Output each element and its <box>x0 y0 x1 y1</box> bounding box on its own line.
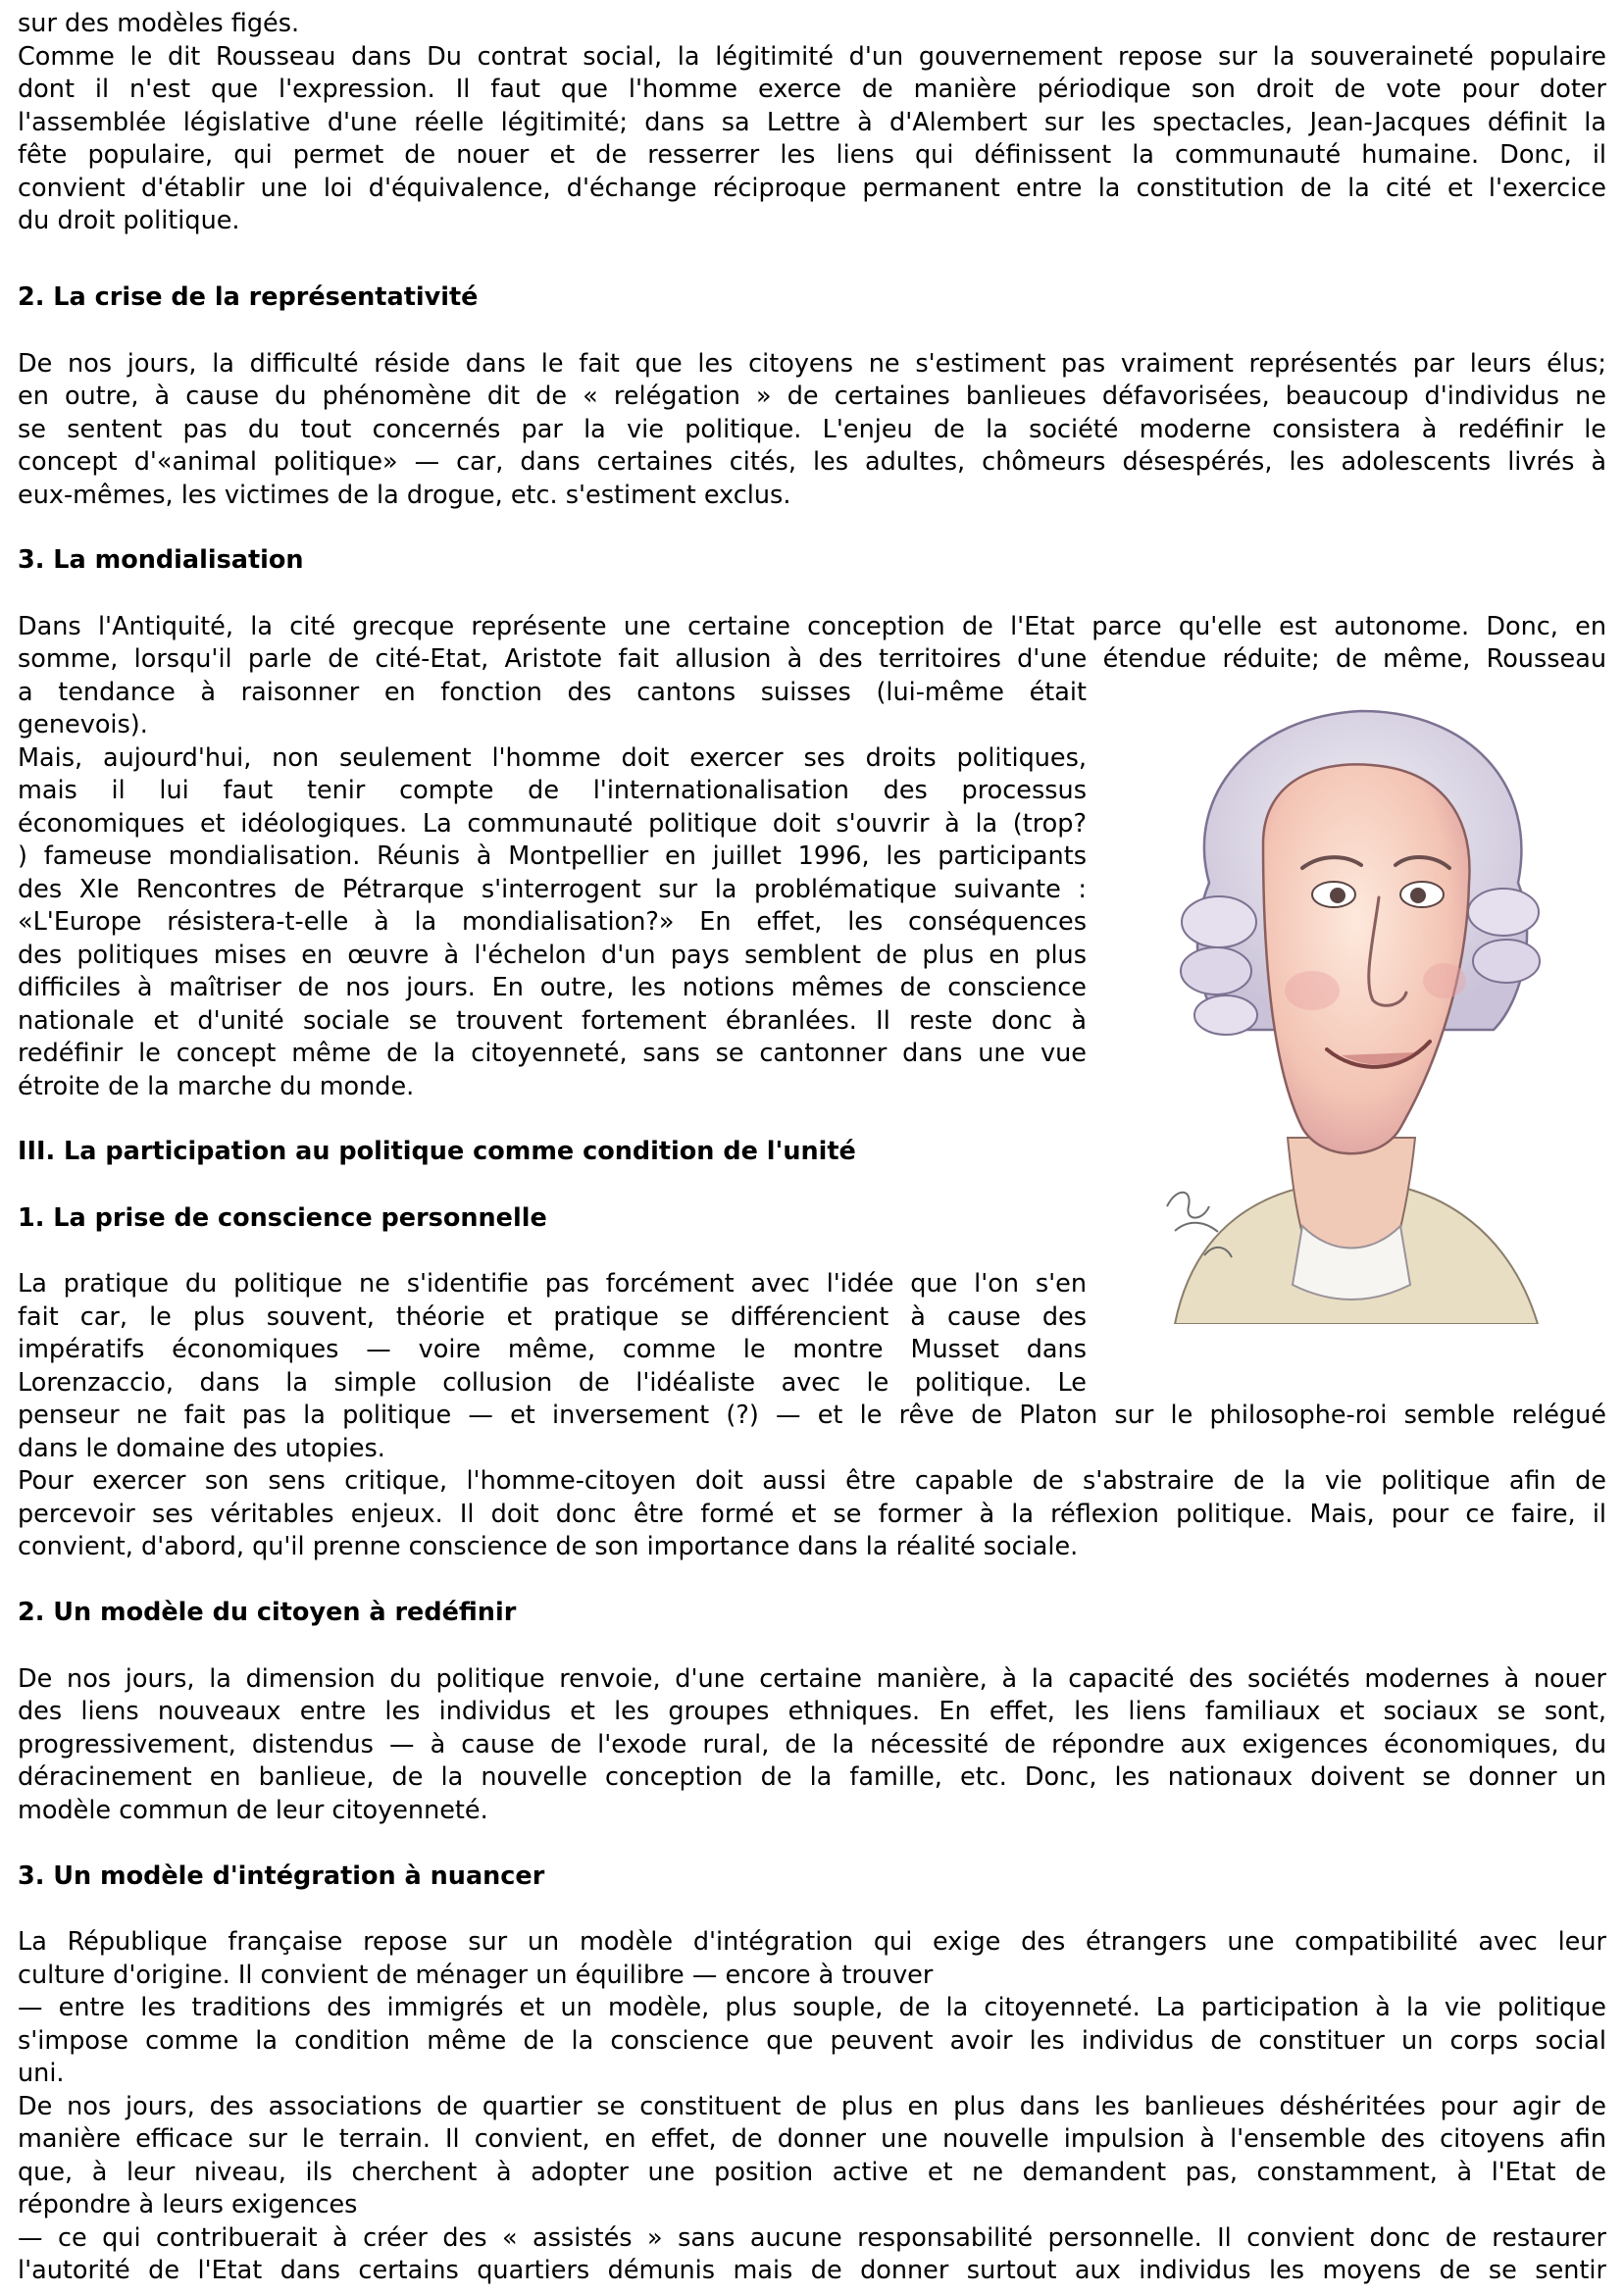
wig-curl-right-2 <box>1473 940 1540 983</box>
intro-line-7: du droit politique. <box>18 206 240 235</box>
section-heading-integration: 3. Un modèle d'intégration à nuancer <box>18 1861 545 1891</box>
mondialisation-line-14: redéfinir le concept même de la citoyenneté, sans se cantonner dans une vue <box>18 1039 1087 1068</box>
modele-citoyen-line-1: De nos jours, la dimension du politique renvoie, d'une certaine manière, à la capacité des sociétés modernes à nouer <box>18 1664 1606 1694</box>
intro-line-1: sur des modèles figés. <box>18 9 300 38</box>
prise-conscience-line-8: percevoir ses véritables enjeux. Il doit donc être formé et se former à la réflexion politique. Mais, pour ce faire, il <box>18 1500 1606 1529</box>
crise-line-2: en outre, à cause du phénomène dit de « relégation » de certaines banlieues défavorisées, beaucoup d'individus ne <box>18 382 1606 411</box>
wig-curl-left-1 <box>1182 896 1256 947</box>
prise-conscience-line-4: Lorenzaccio, dans la simple collusion de l'idéaliste avec le politique. Le <box>18 1368 1087 1398</box>
pupil-right <box>1410 888 1426 903</box>
crise-line-3: se sentent pas du tout concernés par la vie politique. L'enjeu de la société moderne consistera à redéfinir le <box>18 415 1606 444</box>
intro-line-4: l'assemblée législative d'une réelle légitimité; dans sa Lettre à d'Alembert sur les spectacles, Jean-Jacques définit la <box>18 108 1606 137</box>
integration-line-11: l'autorité de l'Etat dans certains quartiers démunis mais de donner surtout aux individus les moyens de se sentir <box>18 2256 1606 2285</box>
part-heading-participation: III. La participation au politique comme condition de l'unité <box>18 1137 856 1166</box>
crise-line-4: concept d'«animal politique» — car, dans certaines cités, les adultes, chômeurs désespérés, les adolescents livrés à <box>18 447 1606 477</box>
integration-line-6: De nos jours, des associations de quartier se constituent de plus en plus dans les banlieues déshéritées pour agir de <box>18 2092 1606 2121</box>
face-shape <box>1263 764 1469 1153</box>
artist-signature-mark <box>1167 1193 1232 1257</box>
mondialisation-line-7: économiques et idéologiques. La communauté politique doit s'ouvrir à la (trop? <box>18 809 1087 839</box>
prise-conscience-line-7: Pour exercer son sens critique, l'homme-citoyen doit aussi être capable de s'abstraire de la vie politique afin de <box>18 1466 1606 1496</box>
integration-line-3: — entre les traditions des immigrés et un modèle, plus souple, de la citoyenneté. La participation à la vie politique <box>18 1993 1606 2022</box>
crise-line-1: De nos jours, la difficulté réside dans le fait que les citoyens ne s'estiment pas vraiment représentés par leurs élus; <box>18 349 1606 379</box>
prise-conscience-line-9: convient, d'abord, qu'il prenne conscience de son importance dans la réalité sociale. <box>18 1532 1079 1561</box>
prise-conscience-line-3: impératifs économiques — voire même, comme le montre Musset dans <box>18 1335 1087 1364</box>
modele-citoyen-line-2: des liens nouveaux entre les individus et les groupes ethniques. En effet, les liens familiaux et sociaux se sont, <box>18 1697 1606 1726</box>
mondialisation-line-12: difficiles à maîtriser de nos jours. En outre, les notions mêmes de conscience <box>18 973 1087 1002</box>
section-heading-prise-conscience: 1. La prise de conscience personnelle <box>18 1203 547 1233</box>
section-heading-crise: 2. La crise de la représentativité <box>18 282 479 312</box>
intro-line-5: fête populaire, qui permet de nouer et de resserrer les liens qui définissent la communauté humaine. Donc, il <box>18 140 1606 170</box>
integration-line-9: répondre à leurs exigences <box>18 2190 358 2219</box>
wig-curl-right-1 <box>1468 889 1539 936</box>
mondialisation-line-5: Mais, aujourd'hui, non seulement l'homme doit exercer ses droits politiques, <box>18 743 1087 773</box>
crise-line-5: eux-mêmes, les victimes de la drogue, etc. s'estiment exclus. <box>18 481 791 510</box>
integration-line-4: s'impose comme la condition même de la conscience que peuvent avoir les individus de constituer un corps social <box>18 2026 1606 2056</box>
integration-line-10: — ce qui contribuerait à créer des « assistés » sans aucune responsabilité personnelle. Il convient donc de restaurer <box>18 2223 1606 2253</box>
intro-line-6: convient d'établir une loi d'équivalence, d'échange réciproque permanent entre la constitution de la cité et l'exercice <box>18 174 1606 203</box>
rousseau-caricature-illustration <box>1116 677 1597 1324</box>
mondialisation-line-10: «L'Europe résistera-t-elle à la mondialisation?» En effet, les conséquences <box>18 907 1087 937</box>
mondialisation-line-4: genevois). <box>18 710 148 739</box>
mondialisation-line-1: Dans l'Antiquité, la cité grecque représente une certaine conception de l'Etat parce qu'elle est autonome. Donc, en <box>18 612 1606 641</box>
mondialisation-line-11: des politiques mises en œuvre à l'échelon d'un pays semblent de plus en plus <box>18 941 1087 970</box>
integration-line-7: manière efficace sur le terrain. Il convient, en effet, de donner une nouvelle impulsion à l'ensemble des citoyens afin <box>18 2124 1606 2154</box>
mondialisation-line-8: ) fameuse mondialisation. Réunis à Montpellier en juillet 1996, les participants <box>18 841 1087 871</box>
mondialisation-line-3: a tendance à raisonner en fonction des cantons suisses (lui-même était <box>18 678 1087 707</box>
prise-conscience-line-6: dans le domaine des utopies. <box>18 1434 385 1463</box>
prise-conscience-line-2: fait car, le plus souvent, théorie et pratique se différencient à cause des <box>18 1302 1087 1332</box>
mondialisation-line-13: nationale et d'unité sociale se trouvent fortement ébranlées. Il reste donc à <box>18 1006 1087 1036</box>
integration-line-8: que, à leur niveau, ils cherchent à adopter une position active et ne demandent pas, constamment, à l'Etat de <box>18 2158 1606 2187</box>
mondialisation-line-2: somme, lorsqu'il parle de cité-Etat, Aristote fait allusion à des territoires d'une étendue réduite; de même, Rousseau <box>18 644 1606 674</box>
prise-conscience-line-1: La pratique du politique ne s'identifie pas forcément avec l'idée que l'on s'en <box>18 1269 1087 1299</box>
cheek-right <box>1423 963 1466 998</box>
section-heading-modele-citoyen: 2. Un modèle du citoyen à redéfinir <box>18 1598 517 1627</box>
intro-line-2: Comme le dit Rousseau dans Du contrat social, la légitimité d'un gouvernement repose sur la souveraineté populaire <box>18 42 1606 72</box>
section-heading-mondialisation: 3. La mondialisation <box>18 545 304 575</box>
modele-citoyen-line-5: modèle commun de leur citoyenneté. <box>18 1796 488 1825</box>
integration-line-5: uni. <box>18 2059 65 2088</box>
cheek-left <box>1285 971 1340 1010</box>
modele-citoyen-line-3: progressivement, distendus — à cause de l'exode rural, de la nécessité de répondre aux exigences économiques, du <box>18 1730 1606 1759</box>
pupil-left <box>1330 888 1345 903</box>
intro-line-3: dont il n'est que l'expression. Il faut que l'homme exerce de manière périodique son droit de vote pour doter <box>18 75 1606 104</box>
modele-citoyen-line-4: déracinement en banlieue, de la nouvelle conception de la famille, etc. Donc, les nationaux doivent se donner un <box>18 1762 1606 1792</box>
mondialisation-line-6: mais il lui faut tenir compte de l'internationalisation des processus <box>18 776 1087 805</box>
wig-curl-left-3 <box>1194 995 1257 1035</box>
integration-line-1: La République française repose sur un modèle d'intégration qui exige des étrangers une compatibilité avec leur <box>18 1927 1606 1957</box>
integration-line-2: culture d'origine. Il convient de ménager un équilibre — encore à trouver <box>18 1961 934 1990</box>
mondialisation-line-15: étroite de la marche du monde. <box>18 1072 415 1101</box>
mondialisation-line-9: des XIe Rencontres de Pétrarque s'interrogent sur la problématique suivante : <box>18 875 1087 904</box>
prise-conscience-line-5: penseur ne fait pas la politique — et inversement (?) — et le rêve de Platon sur le philosophe-roi semble relégué <box>18 1401 1606 1430</box>
wig-curl-left-2 <box>1181 947 1251 994</box>
